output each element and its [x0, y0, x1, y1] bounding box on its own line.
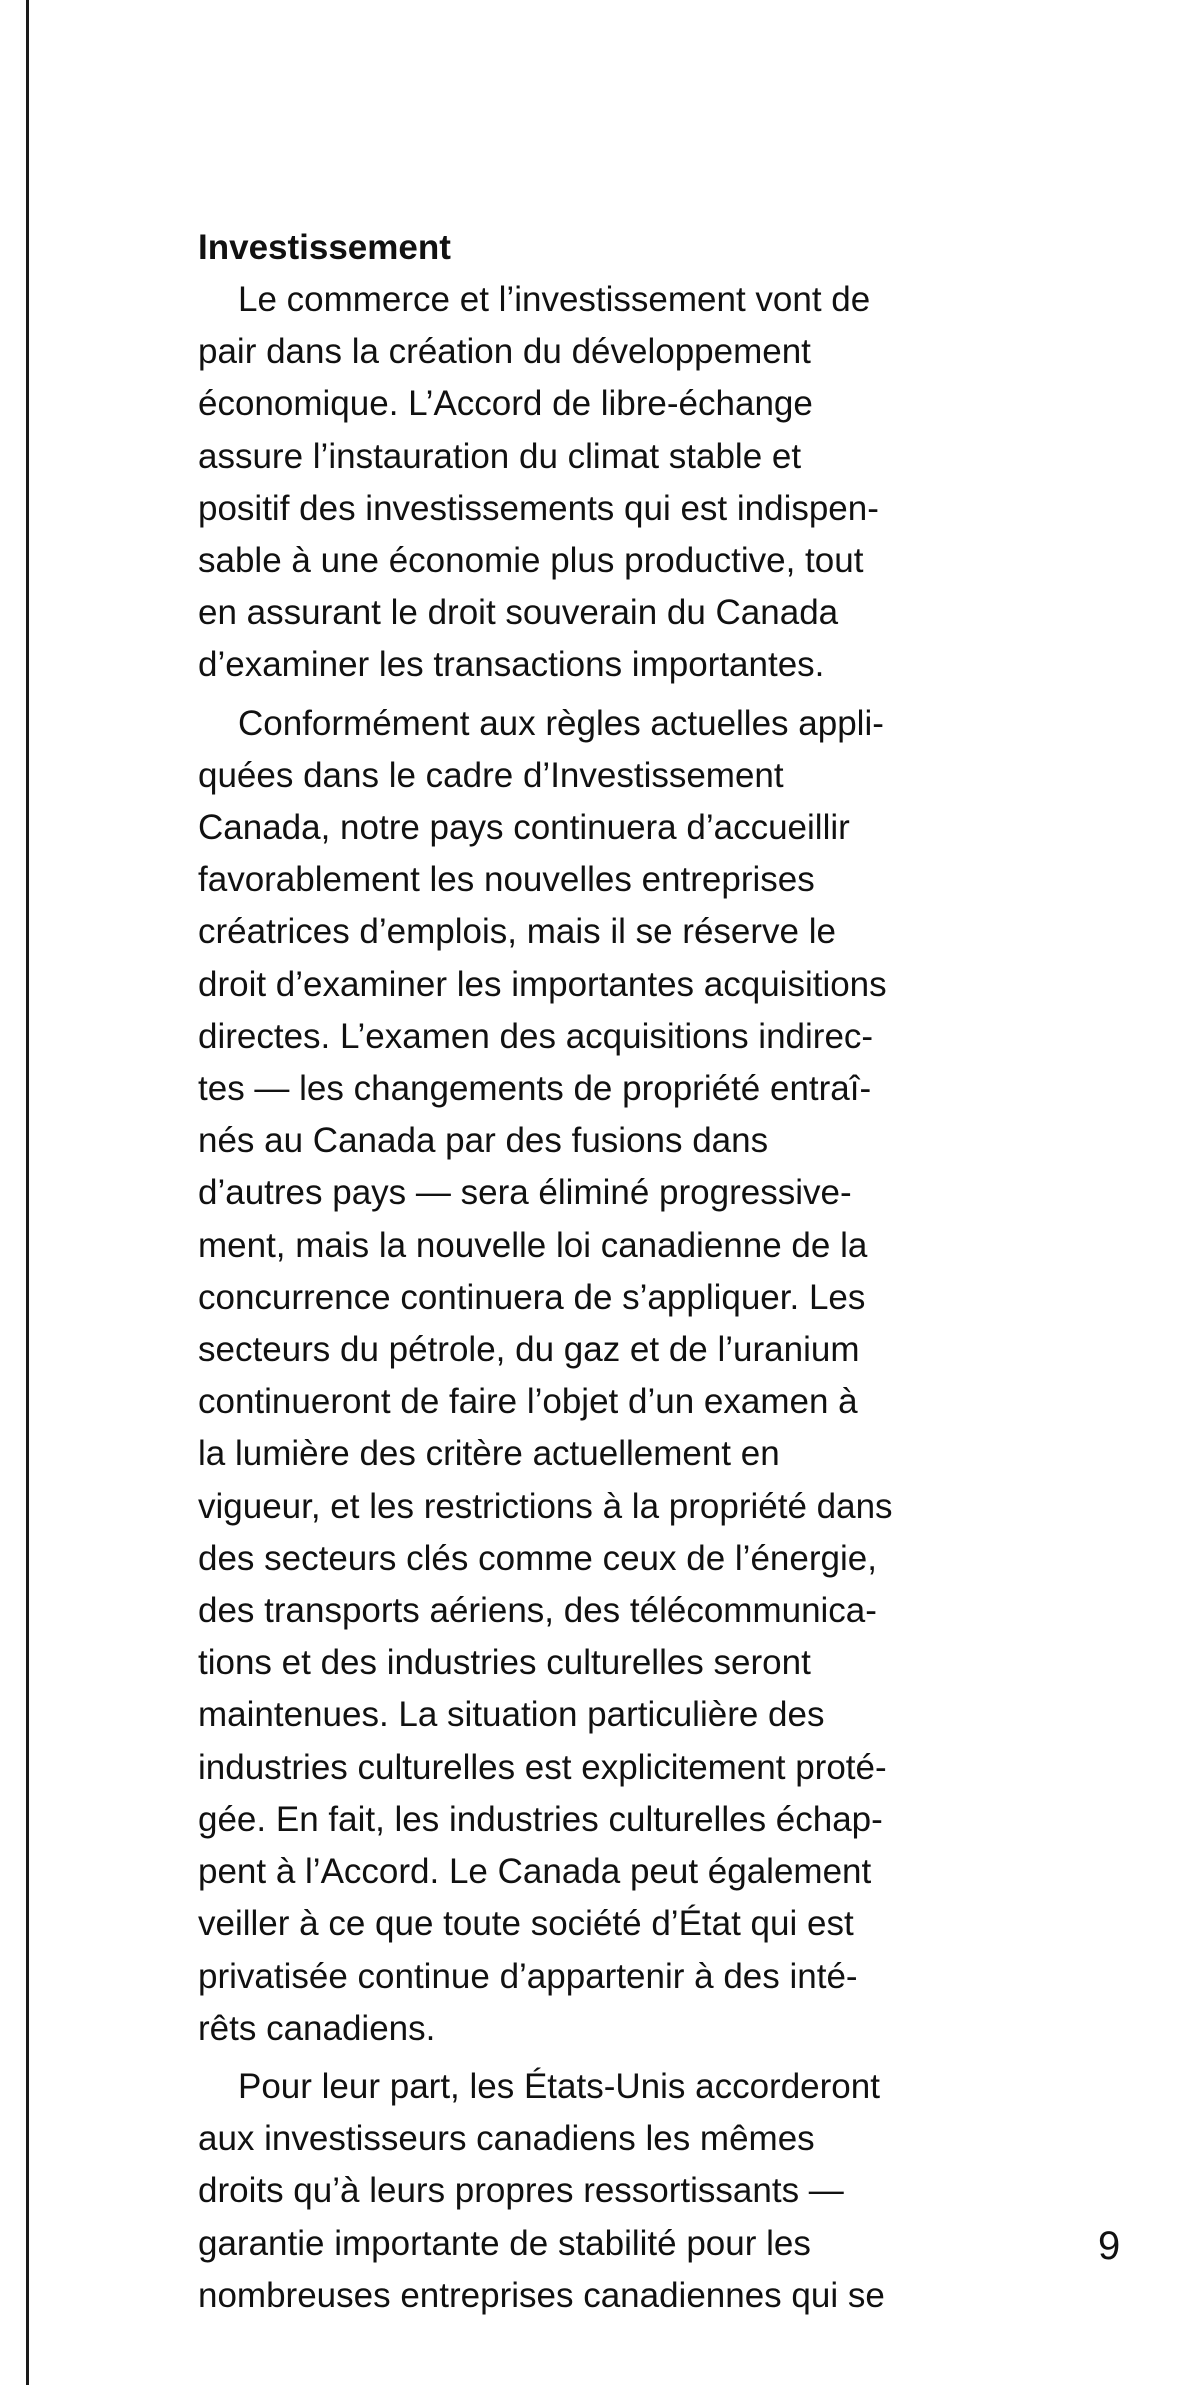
text-line: droits qu’à leurs propres ressortissants —: [198, 2171, 844, 2211]
text-line: positif des investissements qui est indispen-: [198, 488, 879, 528]
paragraph: [198, 2061, 1058, 2322]
text-column: [198, 222, 1058, 2328]
text-line: des secteurs clés comme ceux de l’énergie,: [198, 1538, 877, 1578]
text-line: sable à une économie plus productive, tout: [198, 541, 864, 581]
text-line: aux investisseurs canadiens les mêmes: [198, 2119, 815, 2159]
text-line: Le commerce et l’investissement vont de: [238, 280, 871, 319]
text-line: vigueur, et les restrictions à la propriété dans: [198, 1486, 893, 1526]
text-line: assure l’instauration du climat stable et: [198, 436, 802, 476]
page-number: 9: [1098, 2224, 1121, 2268]
text-line: Conformément aux règles actuelles appli-: [238, 703, 884, 743]
text-line: d’autres pays — sera éliminé progressive-: [198, 1173, 852, 1213]
text-line: privatisée continue d’appartenir à des inté-: [198, 1956, 858, 1996]
text-line: continueront de faire l’objet d’un examen à: [198, 1382, 858, 1422]
text-line: veiller à ce que toute société d’État qui est: [198, 1904, 854, 1944]
paragraph: [198, 274, 1058, 692]
text-line: créatrices d’emplois, mais il se réserve le: [198, 912, 836, 952]
paragraph: [198, 698, 1058, 2055]
text-line: économique. L’Accord de libre-échange: [198, 384, 813, 424]
text-line: industries culturelles est explicitement proté-: [198, 1747, 887, 1787]
text-line: tions et des industries culturelles seront: [198, 1643, 811, 1683]
binding-edge-line: [26, 0, 29, 2385]
text-line: maintenues. La situation particulière des: [198, 1695, 825, 1735]
text-line: pair dans la création du développement: [198, 332, 811, 372]
text-line: la lumière des critère actuellement en: [198, 1434, 780, 1474]
text-line: favorablement les nouvelles entreprises: [198, 860, 815, 900]
text-line: secteurs du pétrole, du gaz et de l’uranium: [198, 1330, 860, 1370]
text-line: ment, mais la nouvelle loi canadienne de la: [198, 1225, 868, 1265]
text-line: Canada, notre pays continuera d’accueillir: [198, 808, 850, 848]
text-line: directes. L’examen des acquisitions indirec-: [198, 1016, 874, 1056]
text-line: concurrence continuera de s’appliquer. Les: [198, 1277, 866, 1317]
text-line: pent à l’Accord. Le Canada peut également: [198, 1852, 872, 1892]
section-heading: Investissement: [198, 228, 451, 267]
text-line: des transports aériens, des télécommunica-: [198, 1591, 877, 1631]
text-line: tes — les changements de propriété entraî-: [198, 1069, 872, 1109]
body-text: [198, 274, 1058, 2322]
text-line: droit d’examiner les importantes acquisitions: [198, 964, 887, 1004]
text-line: rêts canadiens.: [198, 2008, 436, 2048]
text-line: Pour leur part, les États-Unis accorderont: [238, 2066, 880, 2106]
text-line: nés au Canada par des fusions dans: [198, 1121, 769, 1161]
text-line: garantie importante de stabilité pour les: [198, 2223, 811, 2263]
text-line: d’examiner les transactions importantes.: [198, 645, 825, 685]
text-line: gée. En fait, les industries culturelles échap-: [198, 1799, 883, 1839]
text-line: quées dans le cadre d’Investissement: [198, 755, 784, 795]
text-line: en assurant le droit souverain du Canada: [198, 593, 839, 633]
text-line: nombreuses entreprises canadiennes qui se: [198, 2275, 885, 2315]
